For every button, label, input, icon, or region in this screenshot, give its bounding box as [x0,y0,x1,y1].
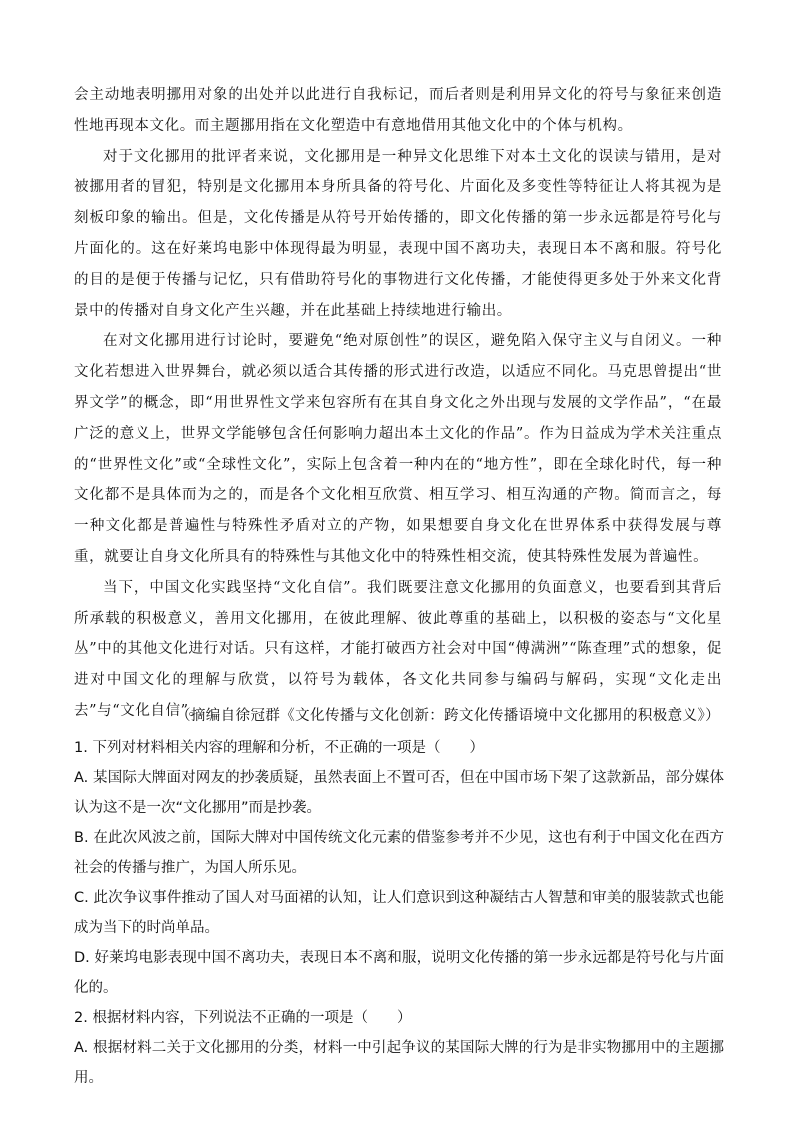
answer-option: C. 此次争议事件推动了国人对马面裙的认知，让人们意识到这种凝结古人智慧和审美的服装款式也能成为当下的时尚单品。 [74,890,724,936]
answer-option: A. 某国际大牌面对网友的抄袭质疑，虽然表面上不置可否，但在中国市场下架了这款新品，部分媒体认为这不是一次“文化挪用”而是抄袭。 [74,770,724,816]
passage-paragraph: 在对文化挪用进行讨论时，要避免“绝对原创性”的误区，避免陷入保守主义与自闭义。一种文化若想进入世界舞台，就必须以适合其传播的形式进行改造，以适应不同化。马克思曾提出“世界文学”的概念，即“用世界性文学来包容所有在其自身文化之外出现与发展的文学作品”，“在最广泛的意义上，世界文学能够包含任何影响力超出本土文化的作品”。作为日益成为学术关注重点的“世界性文化”或“全球性文化”，实际上包含着一种内在的“地方性”，即在全球化时代，每一种文化都不是具体而为之的，而是各个文化相互欣赏、相互学习、相互沟通的产物。简而言之，每一种文化都是普遍性与特殊性矛盾对立的产物，如果想要自身文化在世界体系中获得发展与尊重，就要让自身文化所具有的特殊性与其他文化中的特殊性相交流，使其特殊性发展为普遍性。 [74,333,722,565]
passage-paragraph: 当下，中国文化实践坚持“文化自信”。我们既要注意文化挪用的负面意义，也要看到其背后所承载的积极意义，善用文化挪用，在彼此理解、彼此尊重的基础上，以积极的姿态与“文化星丛”中的其他文化进行对话。只有这样，才能打破西方社会对中国“傅满洲”“陈查理”式的想象，促进对中国文化的理解与欣赏，以符号为载体，各文化共同参与编码与解码，实现“文化走出去”与“文化自信”。 [74,579,722,719]
passage-source: （摘编自徐冠群《文化传播与文化创新：跨文化传播语境中文化挪用的积极意义》） [175,708,720,724]
question-stem: 1. 下列对材料相关内容的理解和分析，不正确的一项是（ ） [74,740,484,756]
answer-option: B. 在此次风波之前，国际大牌对中国传统文化元素的借鉴参考并不少见，这也有利于中国文化在西方社会的传播与推广，为国人所乐见。 [74,830,724,876]
answer-option: D. 好莱坞电影表现中国不离功夫，表现日本不离和服，说明文化传播的第一步永远都是符号化与片面化的。 [74,950,724,996]
reading-passage [74,80,722,727]
passage-paragraph: 对于文化挪用的批评者来说，文化挪用是一种异文化思维下对本土文化的误读与错用，是对被挪用者的冒犯，特别是文化挪用本身所具备的符号化、片面化及多变性等特征让人将其视为是刻板印象的输出。但是，文化传播是从符号开始传播的，即文化传播的第一步永远都是符号化与片面化的。这在好莱坞电影中体现得最为明显，表现中国不离功夫，表现日本不离和服。符号化的目的是便于传播与记忆，只有借助符号化的事物进行文化传播，才能使得更多处于外来文化背景中的传播对自身文化产生兴趣，并在此基础上持续地进行输出。 [74,148,722,319]
answer-option: A. 根据材料二关于文化挪用的分类，材料一中引起争议的某国际大牌的行为是非实物挪用中的主题挪用。 [74,1040,724,1086]
question-stem: 2. 根据材料内容，下列说法不正确的一项是（ ） [74,1010,412,1026]
passage-paragraph: 会主动地表明挪用对象的出处并以此进行自我标记，而后者则是利用异文化的符号与象征来创造性地再现本文化。而主题挪用指在文化塑造中有意地借用其他文化中的个体与机构。 [74,87,722,134]
question-list [74,733,724,1093]
